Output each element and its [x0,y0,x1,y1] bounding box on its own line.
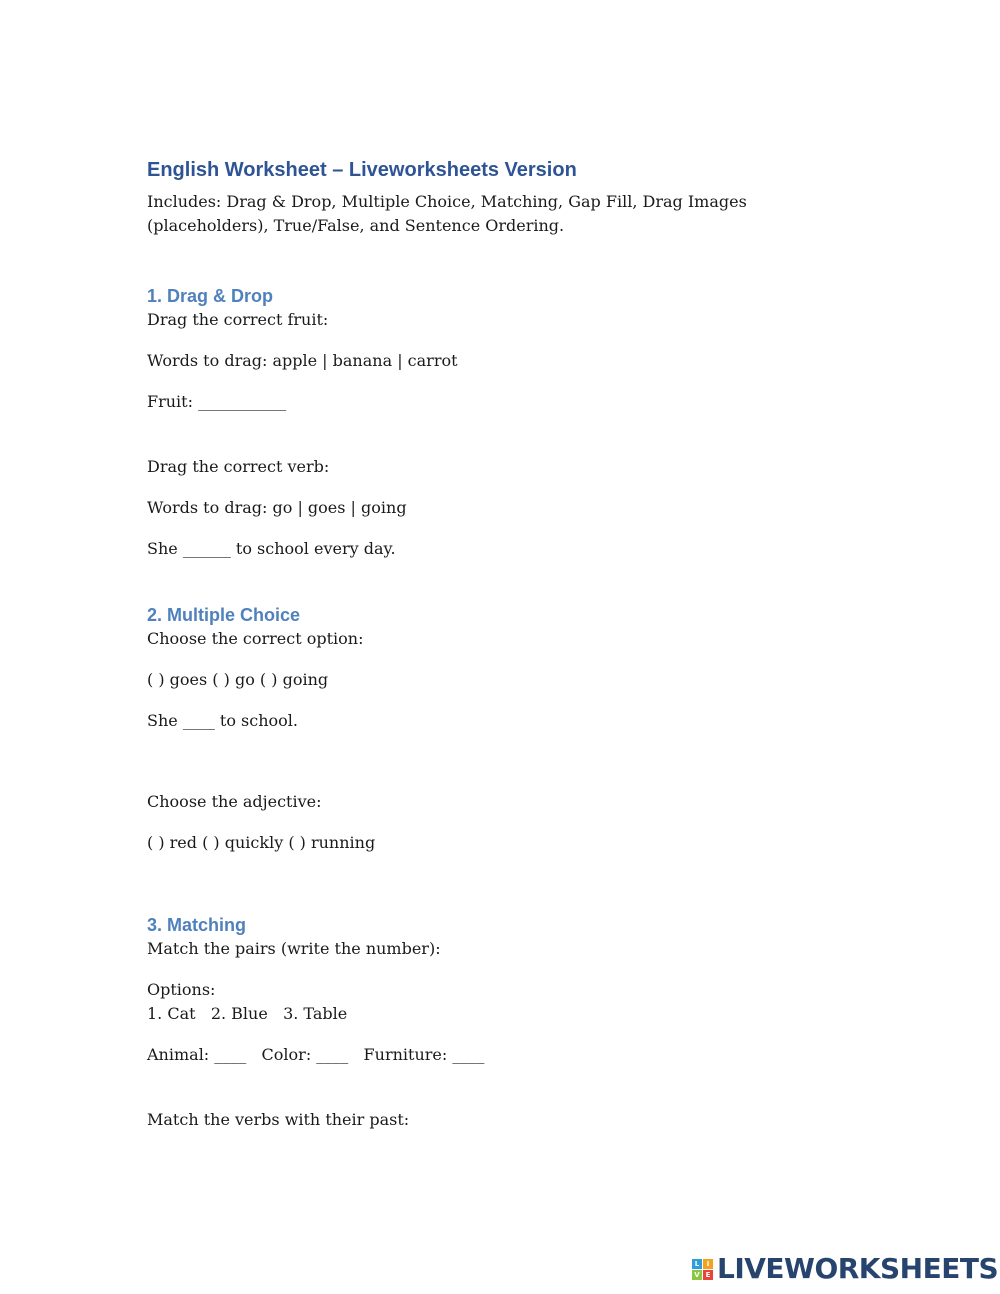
instruction: Match the verbs with their past: [147,1110,410,1129]
instruction: Drag the correct fruit: [147,310,329,329]
options-list: 1. Cat 2. Blue 3. Table [147,1004,348,1023]
matching-options [147,978,847,1026]
logo-letter: E [703,1270,713,1280]
section-heading-matching: 3. Matching [147,915,247,935]
choice-options: ( ) goes ( ) go ( ) going [147,670,329,689]
section-heading-multiple-choice: 2. Multiple Choice [147,605,301,625]
logo-letter: V [692,1270,702,1280]
logo-letter: L [692,1259,702,1269]
worksheet-page [147,156,847,1149]
section-heading-drag-drop: 1. Drag & Drop [147,286,274,306]
instruction: Match the pairs (write the number): [147,939,441,958]
drag-words: Words to drag: apple | banana | carrot [147,351,458,370]
page-title: English Worksheet – Liveworksheets Version [147,159,577,181]
options-label: Options: [147,980,216,999]
logo-icon [692,1259,713,1280]
logo-letter: I [703,1259,713,1269]
choice-options: ( ) red ( ) quickly ( ) running [147,833,376,852]
instruction: Drag the correct verb: [147,457,330,476]
intro-text: Includes: Drag & Drop, Multiple Choice, Matching, Gap Fill, Drag Images (placeholders), True/False, and Sentence Ordering. [147,192,747,235]
matching-answers: Animal: ____ Color: ____ Furniture: ____ [147,1045,485,1064]
instruction: Choose the adjective: [147,792,322,811]
gap-line: She ____ to school. [147,711,298,730]
gap-line: Fruit: ___________ [147,392,287,411]
instruction: Choose the correct option: [147,629,364,648]
liveworksheets-logo [692,1254,998,1284]
logo-text: LIVEWORKSHEETS [717,1252,999,1285]
gap-line: She ______ to school every day. [147,539,396,558]
drag-words: Words to drag: go | goes | going [147,498,407,517]
